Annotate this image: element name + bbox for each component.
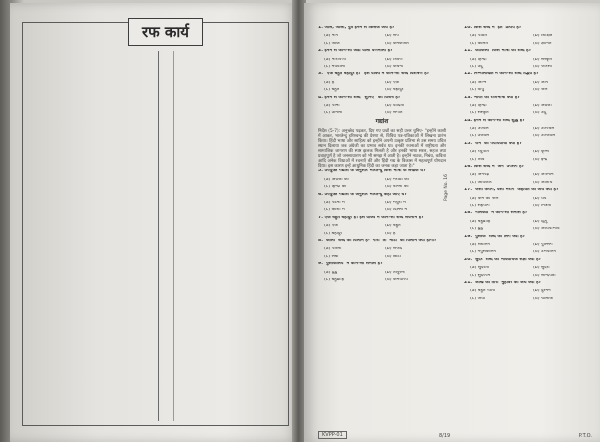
answer-option: (d) अतिथि bbox=[533, 180, 553, 185]
answer-option: (b) आग bbox=[533, 80, 549, 85]
answer-option: (a) है bbox=[324, 80, 335, 85]
answer-option: (d) संगीत bbox=[385, 111, 403, 116]
question-text: 18. 'नीलकंठ' में कौन-सा समास है? bbox=[464, 211, 528, 216]
answer-option: (d) उज्जवल bbox=[533, 134, 556, 139]
option-row bbox=[464, 204, 596, 211]
question-text: 3. "एक बहुत बहादुर है।" इस वाक्य में कौन-सा शब्द विशेषण है? bbox=[318, 72, 430, 77]
rough-work-margin-line bbox=[173, 51, 174, 421]
rough-work-heading: रफ कार्य bbox=[128, 18, 203, 46]
answer-option: (c) उर्दू bbox=[470, 64, 483, 69]
answer-option: (c) हिन्दी का bbox=[324, 185, 347, 190]
option-row bbox=[318, 178, 446, 185]
option-row bbox=[318, 34, 446, 41]
answer-option: (a) स्त्रीलिंग bbox=[470, 242, 491, 247]
answer-option: (d) सौन्दर्यता bbox=[533, 273, 556, 278]
answer-option: (d) जल bbox=[533, 88, 548, 93]
answer-option: (b) मराठी का bbox=[385, 177, 409, 182]
question-text: 10. किस शब्द में 'इत' प्रत्यय है? bbox=[464, 26, 522, 30]
question-text: 13. भारत की राजभाषा क्या है? bbox=[464, 95, 520, 100]
answer-option: (b) सर्प bbox=[385, 34, 399, 39]
footer-code: KVPP-01 bbox=[318, 431, 347, 439]
question-column-right bbox=[464, 26, 596, 304]
answer-option: (c) बहुत bbox=[324, 88, 340, 93]
passage-section-title: गद्यांश bbox=[375, 117, 389, 125]
answer-option: (b) दुश्मन bbox=[533, 289, 551, 294]
answer-option: (a) सुंदरता bbox=[470, 266, 490, 271]
answer-option: (c) नपुंसकलिंग bbox=[470, 250, 497, 255]
questions-10-21 bbox=[464, 26, 596, 304]
option-row bbox=[464, 173, 596, 180]
answer-option: (a) कर्म का फल bbox=[470, 196, 499, 201]
answer-option: (d) उभयलिंग bbox=[533, 250, 557, 255]
option-row bbox=[318, 42, 446, 49]
answer-option: (c) काशी में bbox=[324, 208, 345, 213]
answer-option: (d) छोटा bbox=[385, 254, 401, 259]
questions-5-9 bbox=[318, 169, 446, 285]
answer-option: (a) अनपढ़ bbox=[470, 173, 490, 178]
answer-option: (a) बहुत प्यारा bbox=[470, 289, 496, 294]
option-row bbox=[318, 65, 446, 72]
question-text: 14. इनमें से कौन-सा शब्द शुद्ध है? bbox=[464, 118, 525, 123]
question-text: 15. 'राम' का पर्यायवाची क्या है? bbox=[464, 141, 522, 146]
answer-option: (b) बहुत bbox=[385, 224, 401, 229]
question-text: 5. उपर्युक्त गद्यांश के अनुसार भारतेन्दु किस भाषा के लेखक थे? bbox=[318, 169, 426, 174]
rough-work-box bbox=[22, 22, 289, 426]
answer-option: (a) पटना में bbox=[324, 201, 345, 205]
answer-option: (c) अधिकार bbox=[470, 180, 492, 185]
answer-option: (c) संस्कृत bbox=[470, 111, 489, 116]
answer-option: (a) पठित bbox=[470, 34, 487, 39]
answer-option: (c) बहादुर bbox=[324, 231, 343, 236]
option-row bbox=[464, 65, 596, 72]
left-page bbox=[10, 3, 298, 442]
answer-option: (b) एक bbox=[385, 80, 400, 85]
option-row bbox=[318, 208, 446, 215]
question-text: 21. 'आँख का तारा' मुहावरे का अर्थ क्या है? bbox=[464, 280, 542, 285]
answer-option: (d) चालाक bbox=[533, 296, 553, 301]
question-text: 6. उपर्युक्त गद्यांश के अनुसार भारतेन्दु कहाँ आए थे? bbox=[318, 192, 407, 197]
question-text: 7. एक बहुत बहादुर है। इस वाक्य में कौन-सा शब्द सर्वनाम है? bbox=[318, 215, 424, 220]
option-row bbox=[464, 111, 596, 118]
option-row bbox=[318, 88, 446, 95]
passage-text bbox=[318, 129, 446, 170]
answer-option: (a) नारायणी bbox=[324, 57, 346, 62]
rough-work-divider bbox=[158, 51, 159, 421]
answer-option: (b) सफेद bbox=[385, 247, 403, 252]
option-row bbox=[464, 104, 596, 111]
answer-option: (b) त्रिवर्ण bbox=[385, 57, 403, 62]
answer-option: (a) अंग्रेजी का bbox=[324, 177, 349, 182]
option-row bbox=[464, 289, 596, 296]
option-row bbox=[464, 58, 596, 65]
option-row bbox=[318, 104, 446, 111]
answer-option: (b) उज्ज्वल bbox=[533, 127, 555, 132]
answer-option: (a) नाग bbox=[324, 34, 339, 39]
option-row bbox=[318, 201, 446, 208]
option-row bbox=[464, 42, 596, 49]
answer-option: (d) बांग्ला का bbox=[385, 185, 409, 190]
answer-option: (b) तत्पुरुष bbox=[385, 270, 405, 275]
option-row bbox=[318, 247, 446, 254]
answer-option: (a) रघुपति bbox=[470, 150, 489, 155]
footer-pto: P.T.O. bbox=[578, 433, 592, 439]
option-row bbox=[464, 250, 596, 257]
right-page bbox=[304, 3, 600, 442]
answer-option: (d) ज्ञानित bbox=[533, 41, 552, 46]
option-row bbox=[464, 297, 596, 304]
option-row bbox=[464, 150, 596, 157]
answer-option: (c) जोंक bbox=[324, 41, 340, 46]
option-row bbox=[464, 274, 596, 281]
answer-option: (b) कृष्ण bbox=[533, 150, 550, 155]
answer-option: (b) शिक्षित bbox=[533, 34, 553, 39]
answer-option: (d) मित्रता bbox=[533, 203, 552, 208]
option-row bbox=[464, 34, 596, 41]
question-column-left bbox=[318, 26, 446, 285]
question-text: 2. इनमें से कौन-सी अंडों वाली वर्णमाला है? bbox=[318, 49, 393, 54]
option-row bbox=[464, 197, 596, 204]
answer-option: (a) अग्नि bbox=[470, 80, 487, 85]
answer-option: (c) लंबा bbox=[324, 254, 339, 259]
answer-option: (b) अपमान bbox=[533, 173, 554, 178]
answer-option: (c) सुंदरपन bbox=[470, 273, 491, 278]
answer-option: (a) पत्नी bbox=[324, 103, 340, 108]
question-text: 8. 'काला' शब्द का विलोम है- 'गोरा' तो 'मोटा' का विलोम क्या होगा? bbox=[318, 238, 437, 243]
question-text: 19. 'पुस्तक' शब्द का लिंग क्या है? bbox=[464, 234, 526, 239]
answer-option: (a) एक bbox=[324, 224, 338, 229]
option-row bbox=[318, 81, 446, 88]
page-number-side-label: Page No. 16 bbox=[444, 174, 449, 201]
answer-option: (c) अंधा bbox=[470, 296, 486, 301]
answer-option: (a) बहुव्रीहि bbox=[470, 219, 491, 224]
question-text: 4. इनमें से कौन-सा शब्द "सुनिए" का विशेष है? bbox=[318, 95, 401, 100]
answer-option: (b) पुल्लिंग bbox=[533, 242, 553, 247]
question-text: 1. जाल, जाला, पुत्र इनमें से किसके अर्थ हैं? bbox=[318, 26, 395, 30]
passage-paragraph: निर्देश (5-7): अनुच्छेद पढ़कर, दिए गए प्रश्नों का सही उत्तर चुनिए- "इन्होंने काशी में आकर, भारतेन्दु हरिश्चन्द्र की प्रेरणा से, विविध पत्र-पत्रिकाओं में लिखना प्रारंभ किया। हिंदी भाषा और साहित्य को इन्होंने अपनी उत्कृष्ट प्रतिभा से उस समय उचित स्थान दिलाया जब अंग्रेजी का प्रभाव सर्वत्र था। इनकी रचनाओं में राष्ट्रीयता और सामाजिक जागरण की स्पष्ट झलक मिलती है और इनकी भाषा सरल, सहज तथा प्रवाहपूर्ण है जो जनसाधारण को भी समझ में आती है। इन्होंने नाटक, निबंध, कविता आदि अनेक विधाओं में रचनाएँ कीं और हिंदी गद्य के विकास में महत्वपूर्ण योगदान दिया। इस कारण इन्हें आधुनिक हिंदी का जनक कहा जाता है।" bbox=[318, 128, 446, 170]
answer-option: (c) बहुव्रीहि bbox=[324, 277, 345, 282]
question-text: 12. निम्नलिखित में कौन-सा शब्द तद्भव है? bbox=[464, 72, 539, 77]
answer-option: (a) पतला bbox=[324, 247, 342, 252]
answer-option: (c) उजवल bbox=[470, 134, 490, 139]
footer-page-number: 8/19 bbox=[439, 433, 451, 439]
answer-option: (a) द्वंद्व bbox=[324, 270, 338, 275]
answer-option: (b) संस्कृत bbox=[533, 57, 552, 62]
option-row bbox=[464, 88, 596, 95]
answer-option: (d) बहादुर bbox=[385, 88, 404, 93]
option-row bbox=[464, 181, 596, 188]
answer-option: (c) सहयोग bbox=[470, 203, 490, 208]
answer-option: (d) इन्द्र bbox=[533, 157, 548, 162]
answer-option: (d) कनकजोर bbox=[385, 41, 410, 46]
answer-option: (c) शिव bbox=[470, 157, 485, 162]
answer-option: (c) द्वंद्व bbox=[470, 227, 483, 232]
answer-option: (d) अव्ययीभाव bbox=[533, 227, 560, 232]
option-row bbox=[464, 81, 596, 88]
answer-option: (b) द्विगु bbox=[533, 219, 548, 224]
option-row bbox=[464, 134, 596, 141]
option-row bbox=[464, 220, 596, 227]
option-row bbox=[464, 158, 596, 165]
answer-option: (c) वायु bbox=[470, 88, 484, 93]
question-text: 9. 'पुस्तकालय' में कौन-सा समास है? bbox=[318, 262, 383, 267]
option-row bbox=[318, 224, 446, 231]
answer-option: (a) हिन्दी bbox=[470, 103, 487, 108]
answer-option: (d) फारसी bbox=[533, 64, 552, 69]
answer-option: (d) कर्मधारय bbox=[385, 277, 408, 282]
answer-option: (b) अंग्रेजी bbox=[533, 103, 552, 108]
option-row bbox=[318, 278, 446, 285]
option-row bbox=[464, 266, 596, 273]
option-row bbox=[464, 227, 596, 234]
answer-option: (b) वादिता bbox=[385, 103, 405, 108]
option-row bbox=[464, 243, 596, 250]
option-row bbox=[464, 127, 596, 134]
option-row bbox=[318, 271, 446, 278]
answer-option: (c) मेघवाली bbox=[324, 64, 346, 69]
option-row bbox=[318, 58, 446, 65]
option-row bbox=[318, 232, 446, 239]
questions-1-4 bbox=[318, 26, 446, 119]
answer-option: (c) उमिला bbox=[324, 111, 343, 116]
option-row bbox=[318, 255, 446, 262]
answer-option: (a) उज्वल bbox=[470, 127, 489, 132]
answer-option: (d) है bbox=[385, 231, 396, 236]
answer-option: (b) धैर्य bbox=[533, 196, 547, 201]
question-text: 20. 'सुंदर' शब्द की भाववाचक संज्ञा क्या है? bbox=[464, 257, 542, 262]
answer-option: (b) सुंदरी bbox=[533, 266, 550, 271]
answer-option: (d) कंचना bbox=[385, 64, 404, 69]
question-text: 16. किस शब्द में 'अन' उपसर्ग है? bbox=[464, 165, 525, 170]
answer-option: (d) उर्दू bbox=[533, 111, 546, 116]
answer-option: (d) दिल्ली में bbox=[385, 208, 408, 213]
question-text: 17. 'जैसा करोगे, वैसा भरोगे' कहावत का अर्थ क्या है? bbox=[464, 188, 559, 193]
option-row bbox=[318, 185, 446, 192]
question-text: 11. 'कोकिला' किस भाषा का शब्द है? bbox=[464, 49, 532, 54]
answer-option: (b) मथुरा में bbox=[385, 201, 406, 205]
answer-option: (c) कलित bbox=[470, 41, 489, 46]
answer-option: (a) हिन्दी bbox=[470, 57, 487, 62]
